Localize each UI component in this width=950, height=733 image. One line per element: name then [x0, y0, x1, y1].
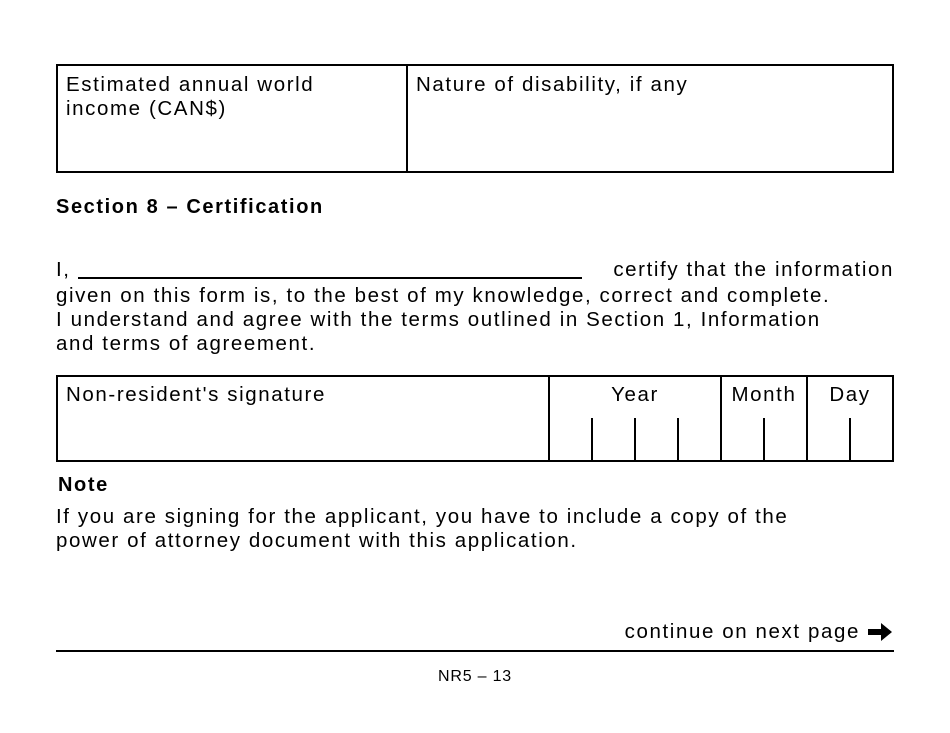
- continue-text: continue on next page: [624, 620, 860, 643]
- certification-text: [56, 284, 894, 356]
- note-line2: power of attorney document with this application.: [56, 529, 578, 552]
- income-label-line1: Estimated annual world: [66, 73, 315, 96]
- day-label: Day: [829, 383, 871, 406]
- form-page: [56, 0, 894, 733]
- certifier-name-field[interactable]: [78, 277, 582, 279]
- bottom-rule: [56, 650, 894, 652]
- disability-label: Nature of disability, if any: [416, 73, 689, 96]
- year-label: Year: [611, 383, 659, 406]
- year-input[interactable]: [550, 418, 720, 460]
- day-input[interactable]: [808, 418, 892, 460]
- certification-line: [56, 258, 894, 284]
- cert-prefix: I,: [56, 258, 71, 281]
- income-disability-table: [56, 64, 894, 173]
- arrow-right-icon: [866, 621, 894, 643]
- signature-label: Non-resident's signature: [66, 383, 326, 406]
- disability-field[interactable]: [408, 66, 892, 171]
- note-line1: If you are signing for the applicant, you have to include a copy of the: [56, 505, 789, 528]
- section-heading: Section 8 – Certification: [56, 196, 324, 218]
- month-label: Month: [731, 383, 797, 406]
- cert-line4: and terms of agreement.: [56, 332, 317, 355]
- income-label-line2: income (CAN$): [66, 97, 227, 120]
- continue-next-page: [625, 620, 894, 644]
- signature-date-table: [56, 375, 894, 462]
- page-number: NR5 – 13: [438, 668, 512, 685]
- cert-line3: I understand and agree with the terms outlined in Section 1, Information: [56, 308, 821, 331]
- income-field[interactable]: [58, 66, 408, 171]
- signature-field[interactable]: [58, 377, 548, 460]
- note-body: [56, 505, 894, 553]
- note-heading: Note: [58, 474, 109, 496]
- cert-suffix: certify that the information: [613, 258, 894, 281]
- cert-line2: given on this form is, to the best of my knowledge, correct and complete.: [56, 284, 831, 307]
- month-input[interactable]: [722, 418, 806, 460]
